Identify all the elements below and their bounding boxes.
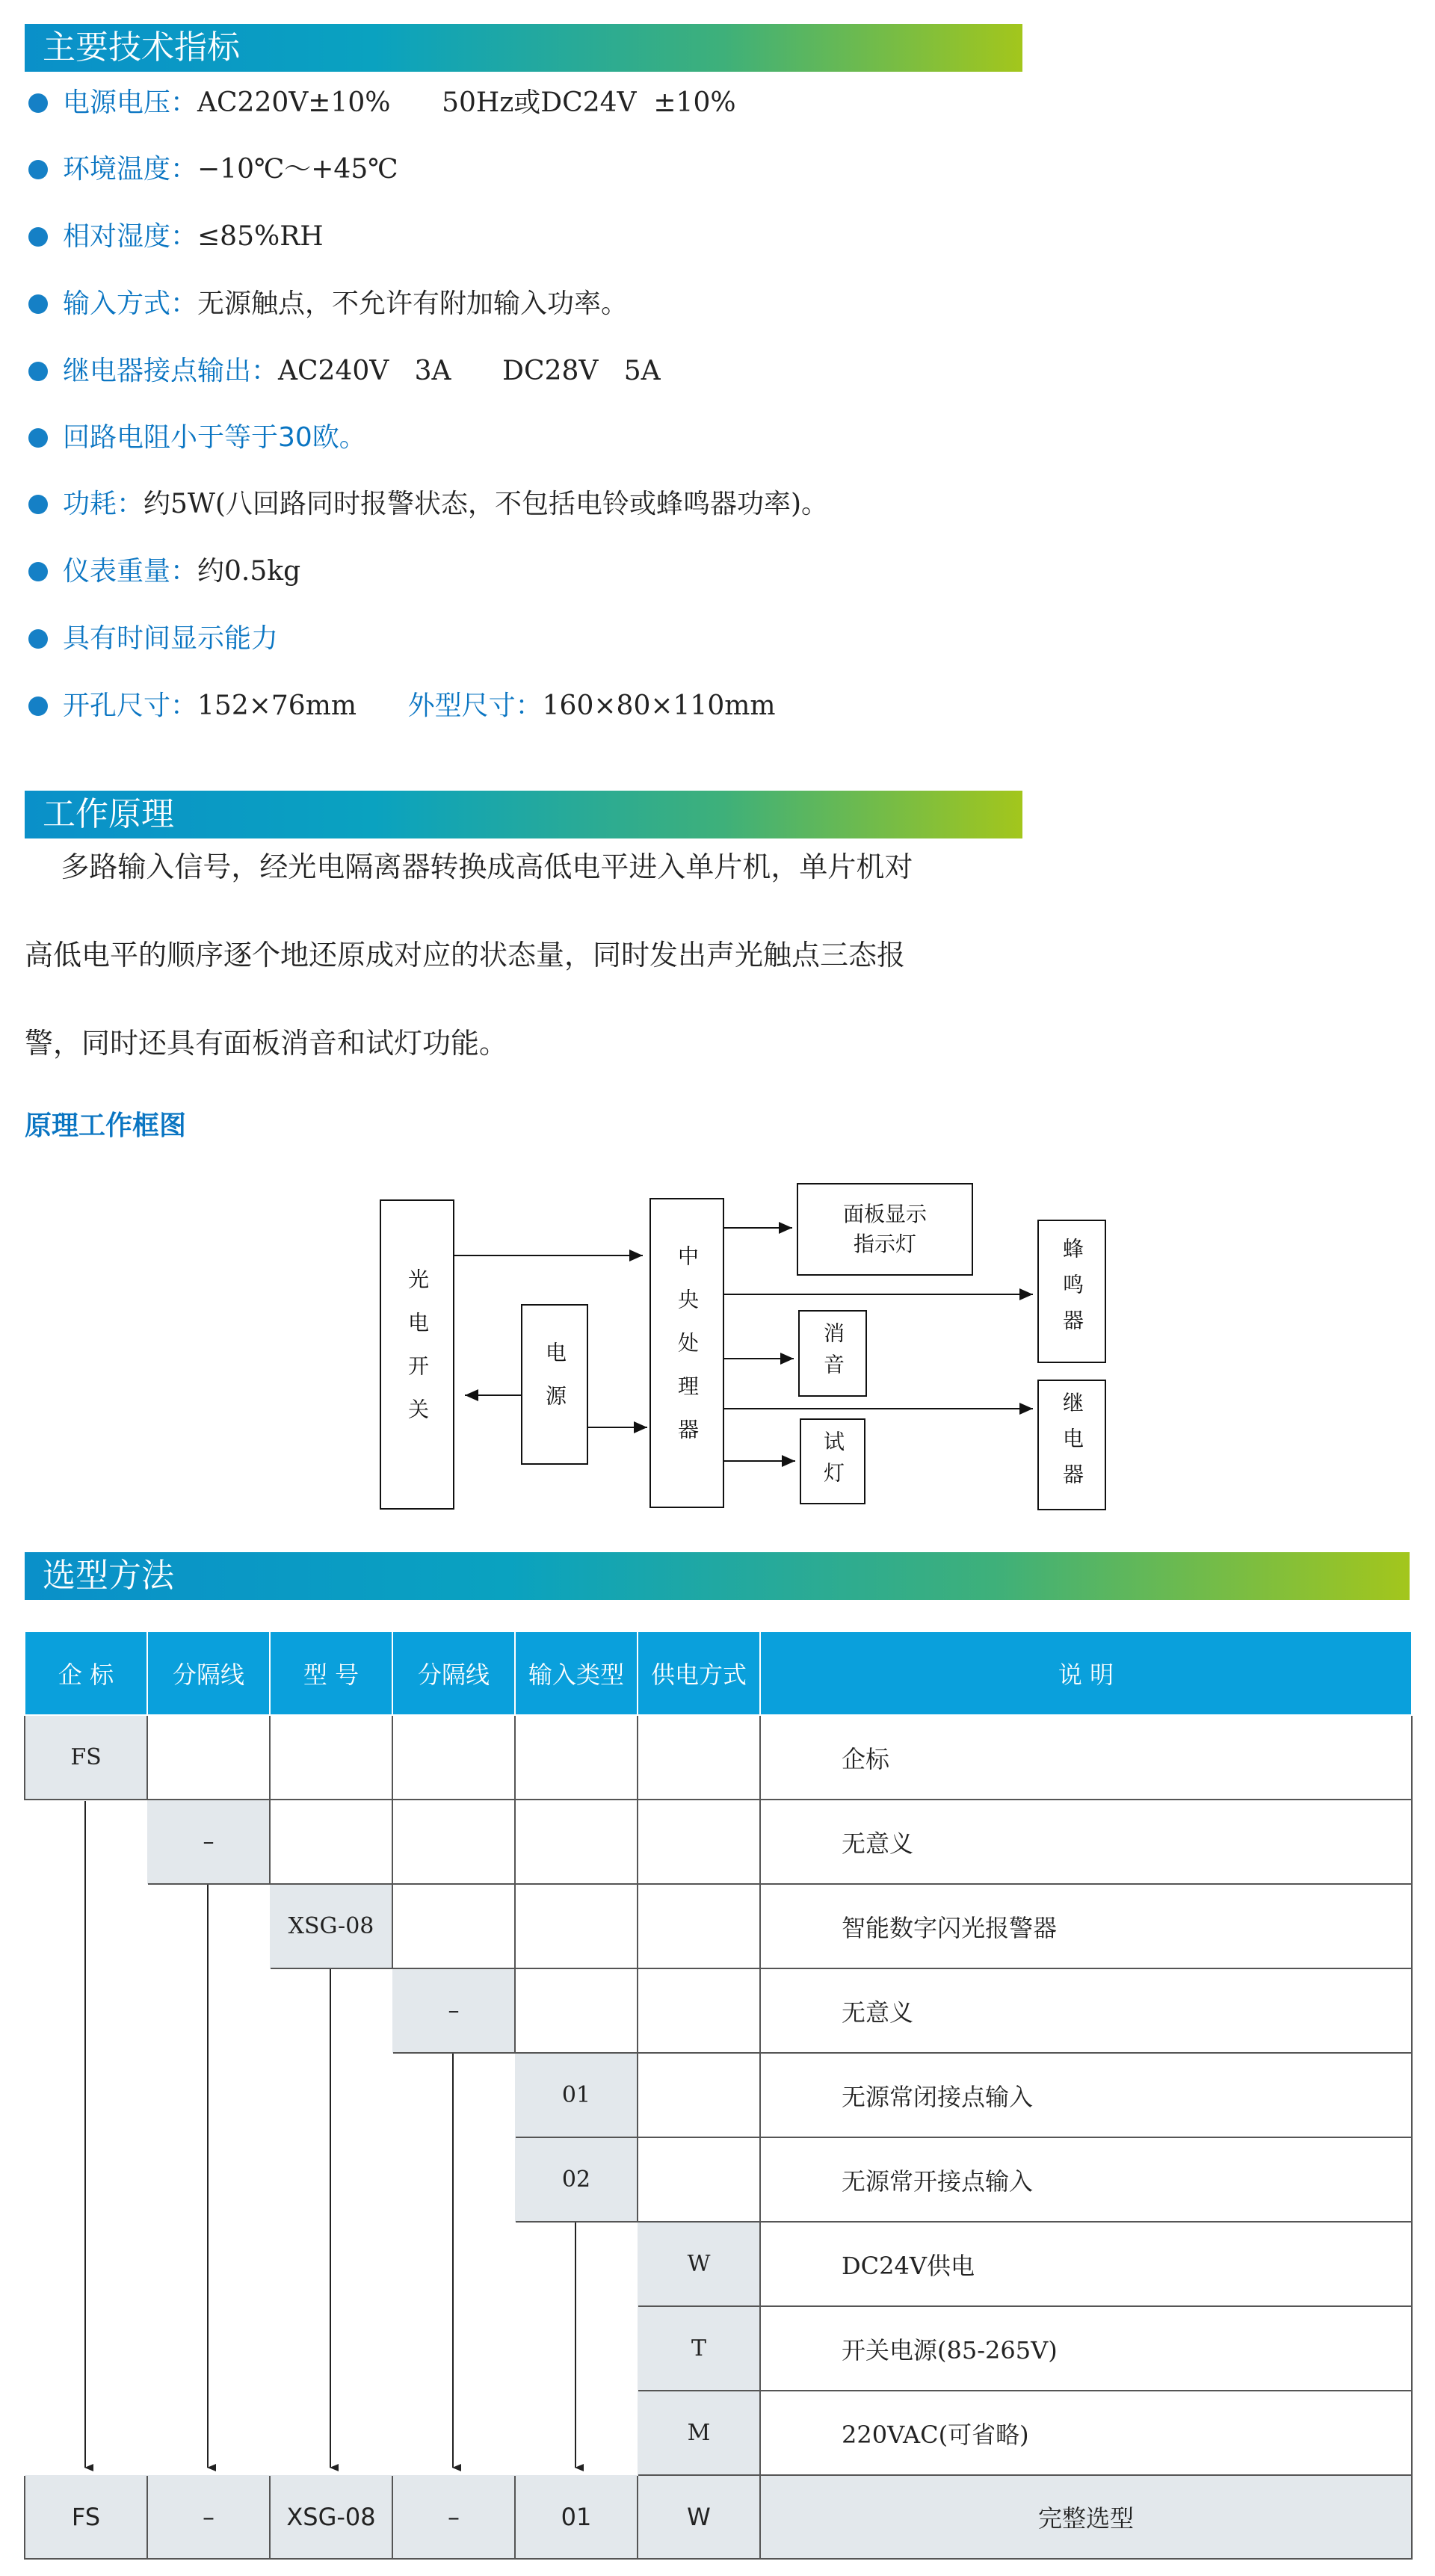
selection-code-cell: FS	[25, 1715, 147, 1800]
panel-indicator-box: 面板显示 指示灯	[797, 1183, 973, 1276]
selection-final-cell: 完整选型	[760, 2475, 1412, 2559]
spec-label: 仪表重量：	[63, 556, 198, 587]
spec-label: 开孔尺寸：	[63, 691, 198, 721]
specs-section-title: 主要技术指标	[25, 24, 1022, 72]
selection-final-cell: XSG-08	[270, 2475, 392, 2559]
test-lamp-box: 试灯	[800, 1418, 865, 1504]
buzzer-box: 蜂鸣器	[1037, 1220, 1106, 1363]
spec-label: 环境温度：	[63, 154, 198, 185]
spec-value: −10℃～+45℃	[197, 154, 398, 185]
selection-desc-cell: 开关电源(85-265V)	[760, 2306, 1412, 2391]
spec-label-secondary: 外型尺寸：	[407, 691, 543, 721]
selection-code-cell: T	[638, 2306, 760, 2391]
spec-label: 电源电压：	[63, 87, 198, 118]
selection-header-cell: 分隔线	[392, 1631, 515, 1715]
spec-value: AC220V±10% 50Hz或DC24V ±10%	[197, 87, 736, 118]
spec-value: 无源触点，不允许有附加输入功率。	[197, 288, 629, 319]
spec-label: 功耗：	[63, 489, 144, 519]
spec-value: 152×76mm	[197, 691, 408, 721]
selection-final-cell: W	[638, 2475, 760, 2559]
principle-section-title: 工作原理	[25, 791, 1022, 838]
photo-switch-box: 光电开关	[380, 1199, 454, 1510]
selection-desc-cell: 无意义	[760, 1968, 1412, 2053]
selection-header-cell: 企 标	[25, 1631, 147, 1715]
selection-final-cell: 01	[515, 2475, 638, 2559]
selection-code-cell: 01	[515, 2053, 638, 2137]
selection-desc-cell: 企标	[760, 1715, 1412, 1800]
power-box: 电源	[521, 1304, 588, 1465]
selection-header-cell: 说 明	[760, 1631, 1412, 1715]
selection-code-cell: –	[147, 1800, 270, 1884]
selection-code-cell: –	[392, 1968, 515, 2053]
mute-box: 消音	[798, 1310, 867, 1397]
spec-value: 约0.5kg	[197, 556, 301, 587]
selection-section-title: 选型方法	[25, 1552, 1410, 1600]
spec-value-secondary: 160×80×110mm	[542, 691, 776, 721]
selection-desc-cell: 无源常闭接点输入	[760, 2053, 1412, 2137]
selection-header-cell: 分隔线	[147, 1631, 270, 1715]
spec-value: ≤85%RH	[197, 221, 324, 252]
cpu-box: 中央处理器	[649, 1198, 724, 1508]
selection-desc-cell: 220VAC(可省略)	[760, 2391, 1412, 2475]
selection-code-cell: XSG-08	[270, 1884, 392, 1968]
selection-header-cell: 供电方式	[638, 1631, 760, 1715]
selection-final-cell: –	[392, 2475, 515, 2559]
selection-code-cell: W	[638, 2222, 760, 2306]
selection-code-cell: M	[638, 2391, 760, 2475]
selection-final-cell: FS	[25, 2475, 147, 2559]
selection-desc-cell: 无源常开接点输入	[760, 2137, 1412, 2222]
spec-label: 输入方式：	[63, 288, 198, 319]
spec-label: 回路电阻小于等于30欧。	[63, 422, 366, 453]
spec-label: 相对湿度：	[63, 221, 198, 252]
diagram-title: 原理工作框图	[25, 1111, 187, 1141]
selection-code-cell: 02	[515, 2137, 638, 2222]
principle-line-2: 高低电平的顺序逐个地还原成对应的状态量，同时发出声光触点三态报	[25, 939, 906, 972]
principle-line-3: 警，同时还具有面板消音和试灯功能。	[25, 1027, 508, 1060]
principle-line-1: 多路输入信号，经光电隔离器转换成高低电平进入单片机，单片机对	[25, 850, 913, 883]
spec-label: 继电器接点输出：	[63, 356, 279, 386]
spec-value: 约5W(八回路同时报警状态，不包括电铃或蜂鸣器功率)。	[144, 489, 829, 519]
relay-box: 继电器	[1037, 1380, 1106, 1510]
selection-desc-cell: DC24V供电	[760, 2222, 1412, 2306]
spec-label: 具有时间显示能力	[63, 623, 279, 654]
spec-value: AC240V 3A DC28V 5A	[278, 356, 661, 386]
selection-desc-cell: 智能数字闪光报警器	[760, 1884, 1412, 1968]
selection-header-cell: 型 号	[270, 1631, 392, 1715]
selection-desc-cell: 无意义	[760, 1800, 1412, 1884]
selection-final-cell: –	[147, 2475, 270, 2559]
selection-header-cell: 输入类型	[515, 1631, 638, 1715]
